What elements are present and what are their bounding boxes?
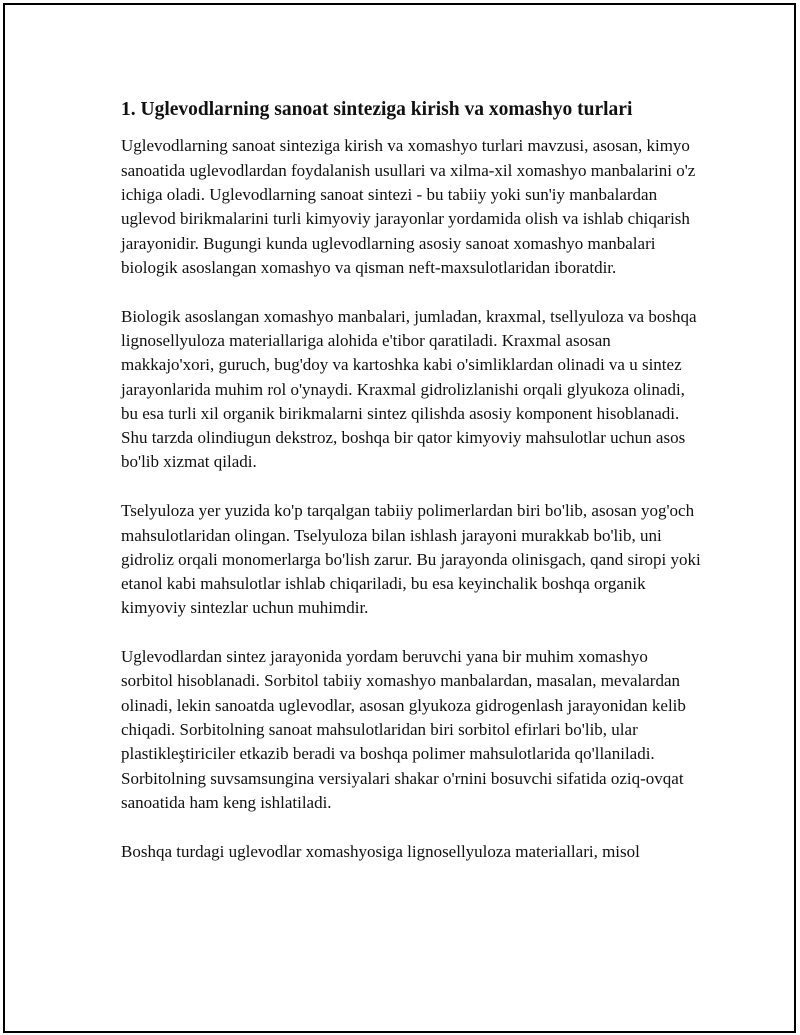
paragraph-2: Biologik asoslangan xomashyo manbalari, jumladan, kraxmal, tsellyuloza va boshqa lignosellyuloza materiallariga alohida e'tibor qaratiladi. Kraxmal asosan makkajo'xori, guruch, bug'doy va kartoshka kabi o'simliklardan olinadi va u sintez jarayonlarida muhim rol o'ynaydi. Kraxmal gidrolizlanishi orqali glyukoza olinadi, bu esa turli xil organik birikmalarni sintez qilishda asosiy komponent hisoblanadi. Shu tarzda olindiugun dekstroz, boshqa bir qator kimyoviy mahsulotlar uchun asos bo'lib xizmat qiladi.	[121, 306, 697, 472]
section-heading: 1. Uglevodlarning sanoat sinteziga kirish va xomashyo turlari	[121, 99, 633, 120]
document-page	[3, 3, 796, 1033]
paragraph-3: Tselyuloza yer yuzida ko'p tarqalgan tabiiy polimerlardan biri bo'lib, asosan yog'och mahsulotlaridan olingan. Tselyuloza bilan ishlash jarayoni murakkab bo'lib, uni gidroliz orqali monomerlarga bo'lish zarur. Bu jarayonda olinisgach, qand siropi yoki etanol kabi mahsulotlar ishlab chiqariladi, bu esa keyinchalik boshqa organik kimyoviy sintezlar uchun muhimdir.	[121, 501, 701, 618]
paragraph-1: Uglevodlarning sanoat sinteziga kirish va xomashyo turlari mavzusi, asosan, kimyo sanoatida uglevodlardan foydalanish usullari va xilma-xil xomashyo manbalarini o'z ichiga oladi. Uglevodlarning sanoat sintezi - bu tabiiy yoki sun'iy manbalardan uglevod birikmalarini turli kimyoviy jarayonlar yordamida olish va ishlab chiqarish jarayonidir. Bugungi kunda uglevodlarning asosiy sanoat xomashyo manbalari biologik asoslangan xomashyo va qisman neft-maxsulotlaridan iboratdir.	[121, 136, 696, 277]
paragraph-5: Boshqa turdagi uglevodlar xomashyosiga lignosellyuloza materiallari, misol	[121, 841, 640, 861]
paragraph-4: Uglevodlardan sintez jarayonida yordam beruvchi yana bir muhim xomashyo sorbitol hisoblanadi. Sorbitol tabiiy xomashyo manbalardan, masalan, mevalardan olinadi, lekin sanoatda uglevodlar, asosan glyukoza gidrogenlash jarayonidan kelib chiqadi. Sorbitolning sanoat mahsulotlaridan biri sorbitol efirlari bo'lib, ular plastikleştiriciler etkazib beradi va boshqa polimer mahsulotlarida qo'llaniladi. Sorbitolning suvsamsungina versiyalari shakar o'rnini bosuvchi sifatida oziq-ovqat sanoatida ham keng ishlatiladi.	[121, 647, 686, 812]
document-body	[121, 97, 701, 889]
